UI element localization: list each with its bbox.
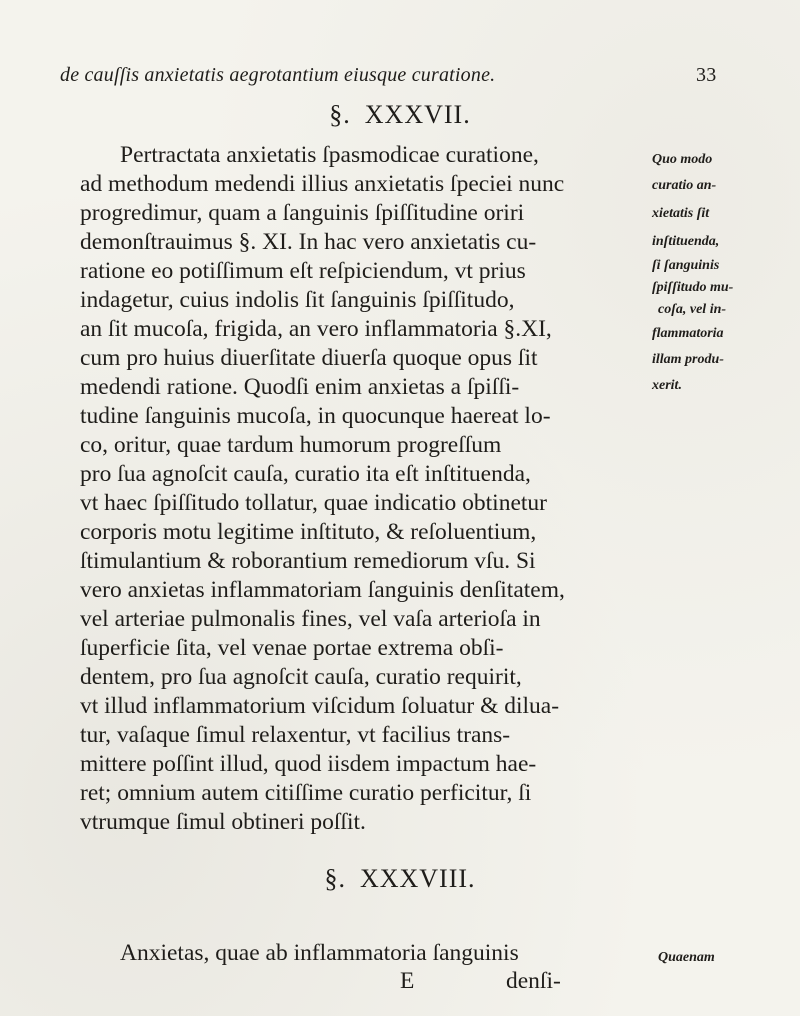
margin-note: xietatis ſit: [652, 206, 710, 221]
text-line: Pertractata anxietatis ſpasmodicae curatione,: [120, 142, 539, 168]
section-heading-37: [0, 100, 800, 130]
text-line: vt haec ſpiſſitudo tollatur, quae indicatio obtinetur: [80, 490, 547, 516]
signature-mark: E: [400, 968, 415, 994]
text-line: demonſtrauimus §. XI. In hac vero anxietatis cu-: [80, 229, 537, 255]
text-line: vt illud inflammatorium viſcidum ſoluatur & dilua-: [80, 693, 560, 719]
margin-note: inſtituenda,: [652, 234, 720, 249]
margin-note: flammatoria: [652, 326, 724, 341]
text-line: mittere poſſint illud, quod iisdem impactum hae-: [80, 751, 537, 777]
margin-note: Quo modo: [652, 152, 713, 167]
text-line: cum pro huius diuerſitate diuerſa quoque opus ſit: [80, 345, 538, 371]
text-line: ſuperficie ſita, vel venae portae extrema obſi-: [80, 635, 504, 661]
margin-note: Quaenam: [658, 950, 715, 965]
margin-note: ſpiſſitudo mu-: [652, 280, 734, 295]
running-head: [60, 58, 720, 88]
margin-note: coſa, vel in-: [658, 302, 727, 317]
catchword: denſi-: [506, 968, 561, 994]
text-line: ret; omnium autem citiſſime curatio perficitur, ſi: [80, 780, 532, 806]
section-symbol: §.: [324, 864, 346, 893]
text-line: tur, vaſaque ſimul relaxentur, vt facilius trans-: [80, 722, 511, 748]
text-line: co, oritur, quae tardum humorum progreſſum: [80, 432, 502, 458]
text-line: vtrumque ſimul obtineri poſſit.: [80, 809, 366, 835]
text-line: ad methodum medendi illius anxietatis ſpeciei nunc: [80, 171, 565, 197]
margin-note: curatio an-: [652, 178, 717, 193]
section-heading-38: [0, 864, 800, 894]
text-line: dentem, pro ſua agnoſcit cauſa, curatio requirit,: [80, 664, 522, 690]
text-line: vel arteriae pulmonalis fines, vel vaſa arterioſa in: [80, 606, 541, 632]
text-line: Anxietas, quae ab inflammatoria ſanguinis: [120, 940, 519, 966]
text-line: pro ſua agnoſcit cauſa, curatio ita eſt inſtituenda,: [80, 461, 531, 487]
margin-note: ſi ſanguinis: [652, 258, 720, 273]
text-line: medendi ratione. Quodſi enim anxietas a ſpiſſi-: [80, 374, 520, 400]
text-line: ratione eo potiſſimum eſt reſpiciendum, vt prius: [80, 258, 526, 284]
margin-note: illam produ-: [652, 352, 724, 367]
margin-note: xerit.: [652, 378, 682, 393]
text-line: tudine ſanguinis mucoſa, in quocunque haereat lo-: [80, 403, 551, 429]
text-line: an ſit mucoſa, frigida, an vero inflammatoria §.XI,: [80, 316, 552, 342]
section-number: XXXVII.: [364, 100, 471, 129]
text-line: corporis motu legitime inſtituto, & reſoluentium,: [80, 519, 537, 545]
running-head-title: de cauſſis anxietatis aegrotantium eiusque curatione.: [60, 64, 496, 86]
page-number: 33: [696, 64, 717, 86]
text-line: indagetur, cuius indolis ſit ſanguinis ſpiſſitudo,: [80, 287, 515, 313]
section-symbol: §.: [329, 100, 351, 129]
text-line: vero anxietas inflammatoriam ſanguinis denſitatem,: [80, 577, 565, 603]
text-line: ſtimulantium & roborantium remediorum vſu. Si: [80, 548, 536, 574]
text-line: progredimur, quam a ſanguinis ſpiſſitudine oriri: [80, 200, 525, 226]
section-number: XXXVIII.: [359, 864, 476, 893]
